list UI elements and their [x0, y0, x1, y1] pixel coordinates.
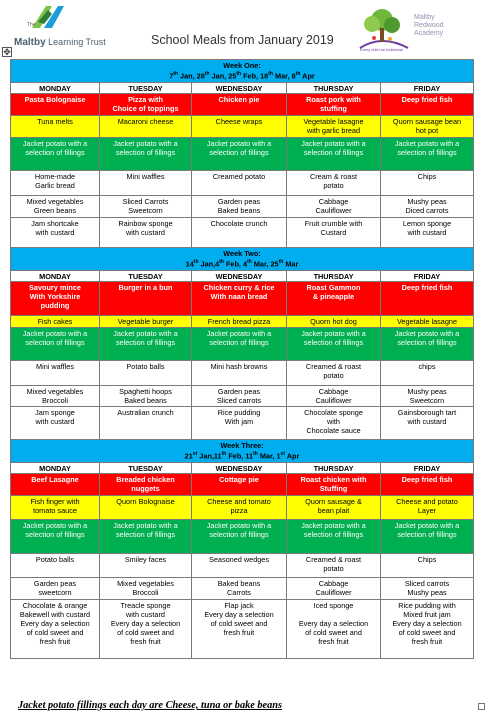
menu-cell: Mushy peas Sweetcorn [381, 386, 474, 407]
academy-name-line: Academy [414, 30, 444, 37]
vegetables-row [11, 196, 474, 218]
week-dates: 14th Jan,4th Feb, 4th Mar, 25th Mar [185, 259, 299, 269]
menu-cell: Deep fried fish [381, 282, 474, 316]
menu-cell: Jacket potato with a selection of fillings [100, 328, 192, 361]
jacket-potato-row [11, 138, 474, 171]
sides-row [11, 361, 474, 386]
trust-name-bold: Maltby [14, 37, 46, 48]
menu-cell: Cottage pie [192, 474, 287, 496]
menu-cell: French bread pizza [192, 316, 287, 328]
trust-logo-small-text: The [27, 22, 36, 28]
menu-cell: Chicken pie [192, 94, 287, 116]
menu-cell: Rice pudding with Mixed fruit jam Every day a selection of cold sweet and fresh fruit [381, 600, 474, 659]
jacket-potato-row [11, 328, 474, 361]
menu-cell: Cheese and tomato pizza [192, 496, 287, 520]
day-header-row [11, 271, 474, 282]
alternative-meal-row [11, 316, 474, 328]
menu-cell: Spaghetti hoops Baked beans [100, 386, 192, 407]
menu-cell: Roast chicken with Stuffing [287, 474, 381, 496]
jacket-fillings-note: Jacket potato fillings each day are Cheese, tuna or bake beans [18, 700, 282, 711]
menu-cell: Australian crunch [100, 407, 192, 440]
menu-cell: Jacket potato with a selection of fillings [192, 520, 287, 554]
menu-cell: Cheese and potato Layer [381, 496, 474, 520]
week-dates: 7th Jan, 28th Jan, 25th Feb, 18th Mar, 8th Apr [169, 71, 315, 81]
menu-cell: Jam sponge with custard [11, 407, 100, 440]
menu-cell: Macaroni cheese [100, 116, 192, 138]
jacket-potato-row [11, 520, 474, 554]
menu-cell: Mushy peas Diced carrots [381, 196, 474, 218]
menu-cell: Potato balls [100, 361, 192, 386]
day-header: WEDNESDAY [192, 463, 287, 474]
menu-cell: Beef Lasagne [11, 474, 100, 496]
academy-name-line: Redwood [414, 22, 444, 29]
menu-cell: Vegetable burger [100, 316, 192, 328]
menu-cell: Vegetable lasagne with garlic bread [287, 116, 381, 138]
menu-table-body [11, 60, 474, 659]
menu-cell: Mini hash browns [192, 361, 287, 386]
menu-cell: Jacket potato with a selection of fillings [100, 520, 192, 554]
menu-cell: Cabbage Cauliflower [287, 578, 381, 600]
menu-cell: Jacket potato with a selection of fillings [11, 328, 100, 361]
menu-cell: Mixed vegetables Broccoli [100, 578, 192, 600]
menu-cell: Cheese wraps [192, 116, 287, 138]
alternative-meal-row [11, 116, 474, 138]
menu-cell: Quorn Bolognaise [100, 496, 192, 520]
menu-cell: Baked beans Carrots [192, 578, 287, 600]
menu-cell: Tuna melts [11, 116, 100, 138]
week-header [11, 248, 474, 271]
week-header-row [11, 60, 474, 83]
menu-cell: Garden peas sweetcorn [11, 578, 100, 600]
menu-cell: Flap jack Every day a selection of cold sweet and fresh fruit [192, 600, 287, 659]
menu-cell: Deep fried fish [381, 474, 474, 496]
menu-cell: Fruit crumble with Custard [287, 218, 381, 248]
vegetables-row [11, 386, 474, 407]
menu-cell: Creamed potato [192, 171, 287, 196]
dessert-row [11, 218, 474, 248]
menu-cell: Jacket potato with a selection of fillings [11, 138, 100, 171]
menu-cell: chips [381, 361, 474, 386]
menu-cell: Treacle sponge with custard Every day a selection of cold sweet and fresh fruit [100, 600, 192, 659]
page-header [0, 0, 497, 60]
week-header [11, 60, 474, 83]
menu-cell: Cabbage Cauliflower [287, 386, 381, 407]
menu-cell: Smiley faces [100, 554, 192, 578]
menu-cell: Mixed vegetables Green beans [11, 196, 100, 218]
move-handle-icon[interactable]: ✥ [3, 47, 11, 57]
menu-cell: Pizza with Choice of toppings [100, 94, 192, 116]
dessert-row [11, 407, 474, 440]
menu-table [10, 59, 474, 659]
menu-cell: Quorn sausage bean hot pot [381, 116, 474, 138]
menu-cell: Rainbow sponge with custard [100, 218, 192, 248]
academy-name [414, 14, 444, 38]
trust-name-rest: Learning Trust [45, 37, 106, 47]
alternative-meal-row [11, 496, 474, 520]
menu-cell: Potato balls [11, 554, 100, 578]
menu-cell: Chips [381, 171, 474, 196]
day-header-row [11, 463, 474, 474]
menu-cell: Jacket potato with a selection of fillings [287, 520, 381, 554]
week-title: Week Two: [223, 249, 261, 258]
trust-name [14, 37, 106, 48]
menu-cell: Mixed vegetables Broccoli [11, 386, 100, 407]
day-header: WEDNESDAY [192, 83, 287, 94]
day-header: TUESDAY [100, 463, 192, 474]
day-header-row [11, 83, 474, 94]
menu-cell: Jacket potato with a selection of fillings [11, 520, 100, 554]
menu-cell: Jacket potato with a selection of fillings [381, 328, 474, 361]
menu-cell: Vegetable lasagne [381, 316, 474, 328]
day-header: THURSDAY [287, 463, 381, 474]
week-title: Week One: [223, 61, 261, 70]
menu-cell: Jacket potato with a selection of fillings [192, 328, 287, 361]
menu-cell: Breaded chicken nuggets [100, 474, 192, 496]
menu-cell: Garden peas Sliced carrots [192, 386, 287, 407]
menu-cell: Cabbage Cauliflower [287, 196, 381, 218]
vegetables-row [11, 578, 474, 600]
day-header: WEDNESDAY [192, 271, 287, 282]
menu-cell: Sliced carrots Mushy peas [381, 578, 474, 600]
menu-cell: Jacket potato with a selection of fillings [381, 138, 474, 171]
menu-cell: Jam shortcake with custard [11, 218, 100, 248]
day-header: MONDAY [11, 83, 100, 94]
menu-cell: Chocolate & orange Bakewell with custard Every day a selection of cold sweet and fresh fruit [11, 600, 100, 659]
day-header: FRIDAY [381, 271, 474, 282]
week-title: Week Three: [220, 441, 264, 450]
menu-cell: Pasta Bolognaise [11, 94, 100, 116]
menu-cell: Burger in a bun [100, 282, 192, 316]
menu-cell: Chocolate sponge with Chocolate sauce [287, 407, 381, 440]
sides-row [11, 554, 474, 578]
week-header [11, 440, 474, 463]
menu-cell: Jacket potato with a selection of fillings [287, 328, 381, 361]
week-header-row [11, 248, 474, 271]
dessert-row [11, 600, 474, 659]
menu-cell: Garden peas Baked beans [192, 196, 287, 218]
menu-cell: Savoury mince With Yorkshire pudding [11, 282, 100, 316]
academy-name-line: Maltby [414, 14, 435, 21]
sides-row [11, 171, 474, 196]
menu-cell: Lemon sponge with custard [381, 218, 474, 248]
main-meal-row [11, 282, 474, 316]
menu-cell: Jacket potato with a selection of fillings [381, 520, 474, 554]
menu-cell: Seasoned wedges [192, 554, 287, 578]
main-meal-row [11, 474, 474, 496]
menu-cell: Sliced Carrots Sweetcorn [100, 196, 192, 218]
menu-cell: Rice pudding With jam [192, 407, 287, 440]
menu-cell: Creamed & roast potato [287, 361, 381, 386]
menu-cell: Roast pork with stuffing [287, 94, 381, 116]
menu-cell: Fish finger with tomato sauce [11, 496, 100, 520]
main-meal-row [11, 94, 474, 116]
page-title: School Meals from January 2019 [151, 33, 334, 47]
menu-cell: Roast Gammon & pineapple [287, 282, 381, 316]
day-header: FRIDAY [381, 83, 474, 94]
menu-cell: Chips [381, 554, 474, 578]
menu-cell: Iced sponge Every day a selection of cold sweet and fresh fruit [287, 600, 381, 659]
day-header: FRIDAY [381, 463, 474, 474]
menu-cell: Jacket potato with a selection of fillings [192, 138, 287, 171]
menu-cell: Chocolate crunch [192, 218, 287, 248]
menu-cell: Jacket potato with a selection of fillings [287, 138, 381, 171]
day-header: THURSDAY [287, 83, 381, 94]
day-header: MONDAY [11, 271, 100, 282]
menu-cell: Quorn hot dog [287, 316, 381, 328]
day-header: MONDAY [11, 463, 100, 474]
menu-cell: Cream & roast potato [287, 171, 381, 196]
menu-cell: Home-made Garlic bread [11, 171, 100, 196]
day-header: THURSDAY [287, 271, 381, 282]
week-dates: 21st Jan,11th Feb, 11th Mar, 1st Apr [184, 451, 300, 461]
day-header: TUESDAY [100, 271, 192, 282]
menu-cell: Deep fried fish [381, 94, 474, 116]
menu-cell: Fish cakes [11, 316, 100, 328]
menu-cell: Mini waffles [11, 361, 100, 386]
menu-cell: Mini waffles [100, 171, 192, 196]
menu-cell: Gainsborough tart with custard [381, 407, 474, 440]
resize-handle-icon[interactable] [478, 703, 485, 710]
academy-motto: Every child an individual [360, 47, 403, 52]
menu-cell: Jacket potato with a selection of fillings [100, 138, 192, 171]
week-header-row [11, 440, 474, 463]
menu-cell: Creamed & roast potato [287, 554, 381, 578]
menu-cell: Chicken curry & rice With naan bread [192, 282, 287, 316]
day-header: TUESDAY [100, 83, 192, 94]
menu-cell: Quorn sausage & bean plait [287, 496, 381, 520]
